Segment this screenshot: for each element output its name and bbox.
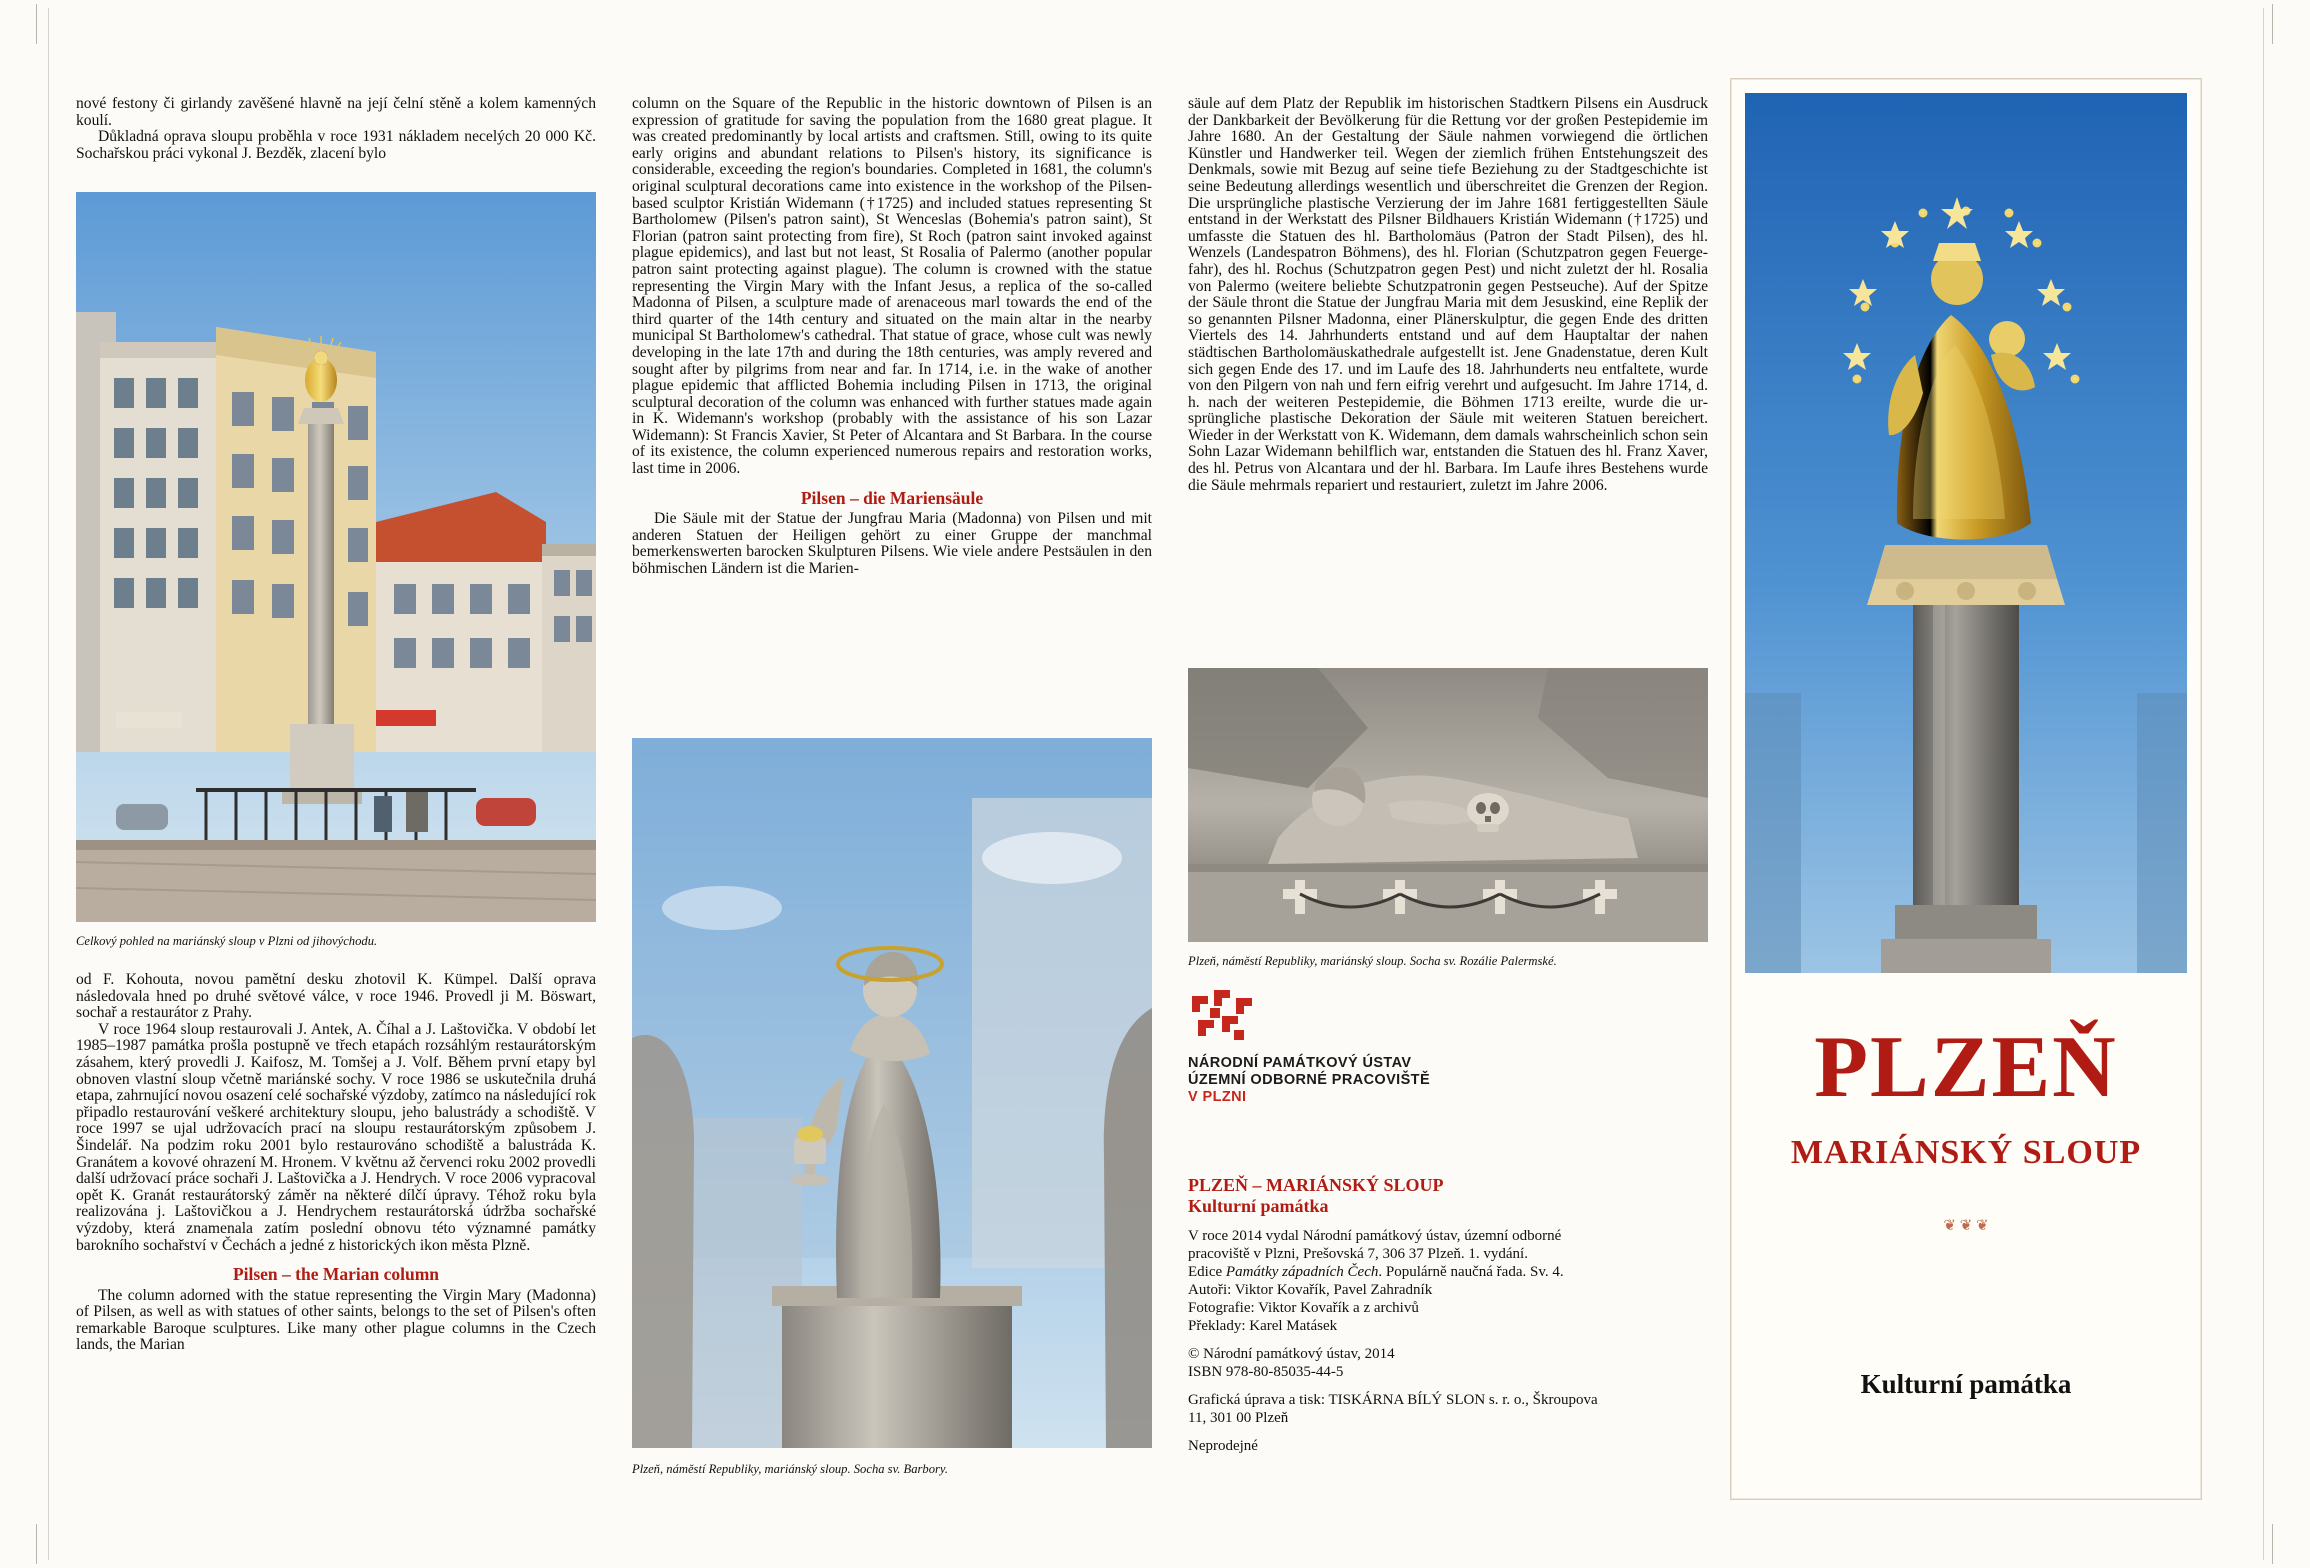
imprint-edition [1188,1263,1608,1281]
cover-subtitle: MARIÁNSKÝ SLOUP [1790,1134,2142,1171]
crop-mark-br-v [2272,1524,2273,1564]
column-english [632,96,1152,578]
cover-photo [1745,93,2187,973]
publisher-line-2: ÚZEMNÍ ODBORNÉ PRACOVIŠTĚ [1188,1072,1431,1088]
paragraph: Důkladná oprava sloupu proběhla v roce 1931 nákladem necelých 20 000 Kč. Sochařskou práci vykonal J. Bezděk, zlacení bylo [76,128,596,162]
imprint-photos: Fotografie: Viktor Kovařík a z archivů [1188,1300,1419,1316]
photo-st-rosalia-relief [1188,668,1708,942]
photo-caption: Plzeň, náměstí Republiky, mariánský sloup. Socha sv. Barbory. [632,1462,948,1476]
cover-panel [1730,78,2202,1500]
section-heading-de: Pilsen – die Mariensäule [800,487,984,508]
edition-suffix: . Populárně naučná řada. Sv. 4. [1378,1264,1564,1280]
photo-marian-column-overview-svg [76,192,596,922]
crop-mark-tr-v [2272,4,2273,44]
photo-st-rosalia-svg [1188,668,1708,942]
imprint-isbn: ISBN 978-80-85035-44-5 [1188,1364,1344,1380]
paragraph: nové festony či girlandy zavěšené hlavně na její čelní stěně a kolem kamenných koulí. [76,95,596,129]
photo-caption: Plzeň, náměstí Republiky, mariánský sloup. Socha sv. Rozálie Palermské. [1188,954,1557,968]
publisher-name [1188,1055,1518,1106]
paragraph: od F. Kohouta, novou pamětní desku zhotovil K. Kümpel. Další oprava následovala hned po druhé světové válce, v roce 1946. Provedl ji M. Böswart, sochař a restaurátor z Prahy. [76,971,596,1022]
cover-ornament: ❦ ❦ ❦ [1943,1218,1989,1234]
imprint-publication-info: V roce 2014 vydal Národní památkový ústav, územní odborné pracoviště v Plzni, Prešovská 7, 306 37 Plzeň. 1. vydání. [1188,1228,1562,1262]
publisher-line-1: NÁRODNÍ PAMÁTKOVÝ ÚSTAV [1188,1055,1412,1071]
imprint-copyright: © Národní památkový ústav, 2014 [1188,1346,1395,1362]
npu-logo-icon [1190,990,1250,1042]
cover-photo-svg [1745,93,2187,973]
photo-st-barbara-svg [632,738,1152,1448]
paragraph: säule auf dem Platz der Republik im historischen Stadtkern Pilsens ein Ausdruck der Dankbarkeit der Bevölkerung für die Rettung vor der großen Pestepidemie im Jahre 1680. An der Gestaltung der Säule nahmen vorwiegend die örtlichen Künstler und Handwerker teil. Wegen der ziemlich frühen Entstehungszeit des Denkmals, sowie mit Bezug auf seine tiefe Beziehung zu der Stadtgeschichte ist seine Bedeutung allerdings wesentlich und überschreitet die Grenzen der Region. Die ursprüngliche plastische Verzierung der im Jahre 1681 fertiggestellten Säule entstand in der Werkstatt des Pilsner Bildhauers Kristián Widemann (†1725) und umfasste die Statuen des hl. Bartholomäus (Patron der Stadt Pilsen), des hl. Wenzels (Landespatron Böhmens), des hl. Florian (Schutzpatron gegen Feuergefahr), des hl. Rochus (Schutzpatron gegen Pest) und nicht zuletzt der hl. Rosalia von Palermo (weitere beliebte Schutzpatronin gegen Pestseuche). Auf der Spitze der Säule thront die Statue der Jungfrau Maria mit dem Jesuskind, eine Replik der so genannten Pilsner Madonna, einer Plänerskulptur, die gegen Ende des dritten Viertels des 14. Jahrhunderts entstand und auf dem Hauptaltar der nahen städtischen Bartholomäuskathedrale aufgestellt ist. Jene Gnadenstatue, deren Kult sich gegen Ende des 17. und im Laufe des 18. Jahrhunderts neu entfaltete, wurde von den Pilgern von nah und fern eifrig verehrt und aufgesucht. Im Jahre 1714, d. h. nach der weiteren Pestepidemie, die Böhmen 1713 ereilte, wurde die ursprüngliche plastische Dekoration der Säule mit weiteren Statuen bereichert. Wieder in der Werkstatt von K. Widemann, dem damals wahrscheinlich schon sein Sohn Lazar Widemann behilflich war, entstanden die Statuen des hl. Franz Xaver, des hl. Petrus von Alcantara und der hl. Barbara. Im Laufe ihres Bestehens wurde die Säule mehrmals repariert und restauriert, zuletzt im Jahre 2006. [1188,95,1708,494]
publisher-line-3: V PLZNI [1188,1089,1247,1105]
imprint-title-2: Kulturní památka [1188,1196,1329,1216]
paragraph: V roce 1964 sloup restaurovali J. Antek, A. Číhal a J. Laštovička. V období let 1985–1987 památka prošla postupně ve třech etapách rozsáhlým restaurátorským zásahem, který provedli J. Kaifosz, M. Tomšej a J. Volf. Během první etapy byl obnoven vlastní sloup včetně mariánské sochy. V roce 1986 se uskutečnila druhá etapa, zahrnující novou osazení celé sochařské výzdoby, zatímco na následující rok připadlo restaurování veškeré architektury sloupu, jeho balustrády a schodiště. V roce 1997 se ujal udržovacích prací na sloupu restaurátorským způsobem J. Šindelář. Na podzim roku 2001 bylo restaurováno schodiště a balustráda K. Granátem a kovové ohrazení M. Hronem. V květnu až červenci roku 2002 provedli další udržovací práce sochaři J. Laštovička a J. Hendrych. V roce 2006 vypracoval opět K. Granát restaurátorský záměr na některé dílčí úpravy. Téhož roku byla realizována j. Laštovičkou a J. Hendrychem restaurátorská údržba sochařské výzdoby, která znamenala zatím poslední obnovu této významné památky barokního sochařství v Čechách a jedné z historických ikon města Plzně. [76,1020,596,1254]
imprint-price: Neprodejné [1188,1438,1258,1454]
edition-prefix: Edice [1188,1264,1226,1280]
section-heading-en: Pilsen – the Marian column [232,1264,440,1285]
cover-footer-label: Kulturní památka [1860,1369,2072,1399]
cover-title: PLZEŇ [1814,1019,2118,1116]
photo-st-barbara-statue [632,738,1152,1448]
imprint-translations: Překlady: Karel Matásek [1188,1318,1338,1334]
npu-logo-svg [1190,990,1252,1044]
column-czech [76,96,596,162]
imprint-block [1188,1175,1608,1455]
crop-mark-bl-v [36,1524,37,1564]
photo-marian-column-overview [76,192,596,922]
imprint-design: Grafická úprava a tisk: TISKÁRNA BÍLÝ SLON s. r. o., Škroupova 11, 301 00 Plzeň [1188,1392,1598,1426]
column-czech-continued [76,972,596,1354]
paragraph: column on the Square of the Republic in the historic downtown of Pilsen is an expression of gratitude for saving the population from the 1680 great plague. It was created predominantly by local artists and craftsmen. Still, owing to its quite early origins and abundant relations to Pilsen's history, its significance is considerable, exceeding the region's boundaries. Completed in 1681, the column's original sculptural decorations came into existence in the workshop of the Pilsen-based sculptor Kristián Widemann (†1725) and included statues representing St Bartholomew (Pilsen's patron saint), St Wenceslas (Bohemia's patron saint), St Florian (patron saint protecting from fire), St Roch (patron saint invoked against plague epidemics), and last but not least, St Rosalia of Palermo (another popular patron saint protecting against plague). The column is crowned with the statue representing the Virgin Mary with the Infant Jesus, a replica of the so-called Madonna of Pilsen, a sculpture made of arenaceous marl towards the end of the third quarter of the 14th century and situated on the main altar in the nearby municipal St Bartholomew's cathedral. That statue of grace, whose cult was newly developing in the late 17th and during the 18th centuries, was amply revered and sought after by pilgrims from near and far. In 1714, i.e. in the wake of another plague epidemic that afflicted Bohemia including Pilsen in 1713, the original sculptural decoration of the column was enhanced with further statues made again in K. Widemann's workshop (probably with the assistance of his son Lazar Widemann): St Francis Xavier, St Peter of Alcantara and St Barbara. In the course of its existence, the column experienced numerous repairs and restoration works, last time in 2006. [632,95,1152,478]
paragraph: Die Säule mit der Statue der Jungfrau Maria (Madonna) von Pilsen und mit anderen Statuen der Heiligen gehört zu einer Gruppe der manchmal bemerkenswerten barocken Skulpturen Pilsens. Wie viele andere Pestsäulen in den böhmischen Ländern ist die Marien- [632,510,1152,578]
crop-mark-tl-v [36,4,37,44]
paragraph: The column adorned with the statue representing the Virgin Mary (Madonna) of Pilsen, as well as with statues of other saints, belongs to the set of Pilsen's often remarkable Baroque sculptures. Like many other plague columns in the Czech lands, the Marian [76,1286,596,1354]
column-german [1188,96,1708,494]
edition-series: Památky západních Čech [1225,1264,1379,1280]
photo-caption: Celkový pohled na mariánský sloup v Plzni od jihovýchodu. [76,934,378,948]
imprint-authors: Autoři: Viktor Kovařík, Pavel Zahradník [1188,1282,1433,1298]
imprint-title-1: PLZEŇ – MARIÁNSKÝ SLOUP [1188,1175,1444,1195]
